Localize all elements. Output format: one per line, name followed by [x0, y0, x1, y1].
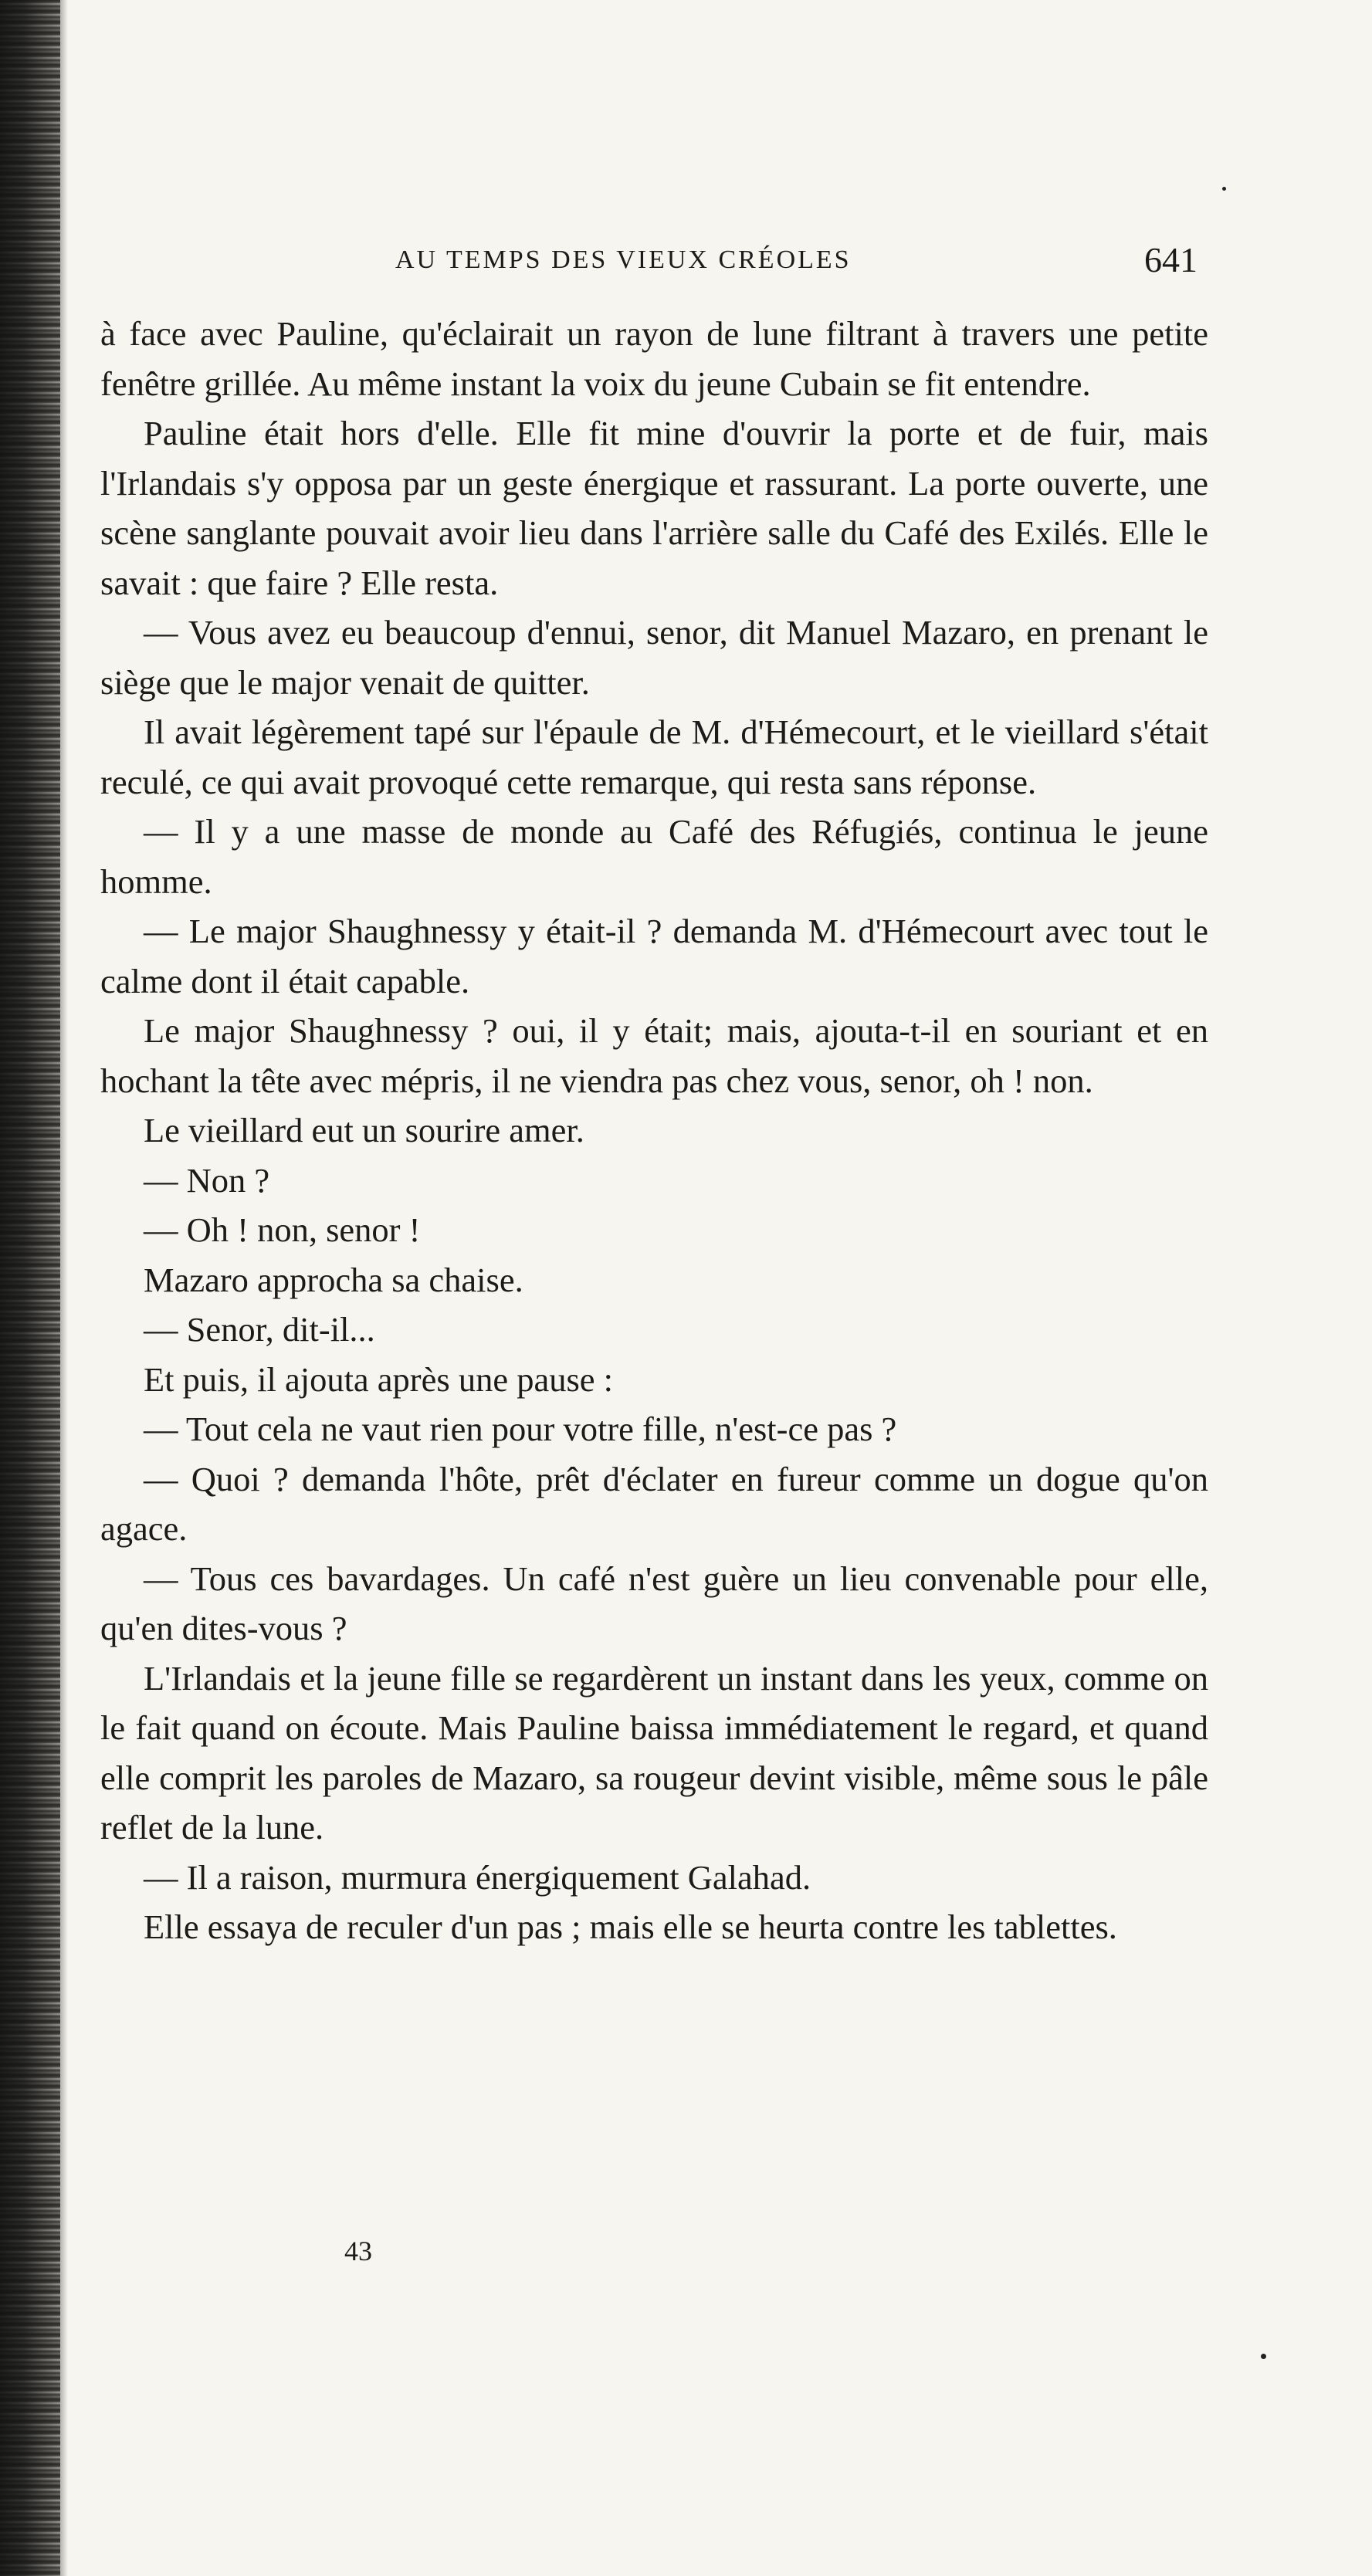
paragraph: — Quoi ? demanda l'hôte, prêt d'éclater en fureur comme un dogue qu'on agace.	[100, 1459, 1208, 1548]
running-title: AU TEMPS DES VIEUX CRÉOLES	[395, 245, 852, 274]
paragraph: Le major Shaughnessy ? oui, il y était; mais, ajouta-t-il en souriant et en hochant la tête avec mépris, il ne viendra pas chez vous, senor, oh ! non.	[100, 1011, 1208, 1100]
scanned-binding-edge	[0, 0, 60, 2576]
paragraph: — Il y a une masse de monde au Café des Réfugiés, continua le jeune homme.	[100, 812, 1208, 901]
paragraph: — Non ?	[144, 1160, 270, 1200]
paragraph: Mazaro approcha sa chaise.	[144, 1260, 523, 1299]
paragraph: — Le major Shaughnessy y était-il ? demanda M. d'Hémecourt avec tout le calme dont il était capable.	[100, 912, 1208, 1000]
paragraph: Pauline était hors d'elle. Elle fit mine d'ouvrir la porte et de fuir, mais l'Irlandais s'y opposa par un geste énergique et rassurant. La porte ouverte, une scène sanglante pouvait avoir lieu dans l'arrière salle du Café des Exilés. Elle le savait : que faire ? Elle resta.	[100, 414, 1208, 602]
stray-mark	[1222, 187, 1226, 191]
stray-mark	[1261, 2354, 1266, 2359]
body-text	[100, 309, 1208, 1952]
page-header	[0, 240, 1372, 279]
paragraph: L'Irlandais et la jeune fille se regardèrent un instant dans les yeux, comme on le fait quand on écoute. Mais Pauline baissa immédiatement le regard, et quand elle comprit les paroles de Mazaro, sa rougeur devint visible, même sous le pâle reflet de la lune.	[100, 1658, 1208, 1847]
paragraph: Et puis, il ajouta après une pause :	[144, 1359, 614, 1399]
paragraph: — Il a raison, murmura énergiquement Galahad.	[144, 1857, 811, 1897]
paragraph: — Tous ces bavardages. Un café n'est guère un lieu convenable pour elle, qu'en dites-vous ?	[100, 1559, 1208, 1647]
paragraph: Il avait légèrement tapé sur l'épaule de M. d'Hémecourt, et le vieillard s'était reculé, ce qui avait provoqué cette remarque, qui resta sans réponse.	[100, 713, 1208, 801]
paragraph: — Tout cela ne vaut rien pour votre fille, n'est-ce pas ?	[144, 1410, 897, 1448]
paragraph: — Oh ! non, senor !	[144, 1210, 421, 1249]
paragraph: — Vous avez eu beaucoup d'ennui, senor, dit Manuel Mazaro, en prenant le siège que le major venait de quitter.	[100, 613, 1208, 702]
paragraph: Elle essaya de reculer d'un pas ; mais elle se heurta contre les tablettes.	[144, 1907, 1117, 1946]
page-number: 641	[1144, 240, 1198, 279]
paragraph: — Senor, dit-il...	[144, 1310, 375, 1349]
paragraph: Le vieillard eut un sourire amer.	[144, 1111, 584, 1149]
signature-mark: 43	[344, 2236, 372, 2266]
paragraph: à face avec Pauline, qu'éclairait un rayon de lune filtrant à travers une petite fenêtre grillée. Au même instant la voix du jeune Cubain se fit entendre.	[100, 314, 1208, 403]
